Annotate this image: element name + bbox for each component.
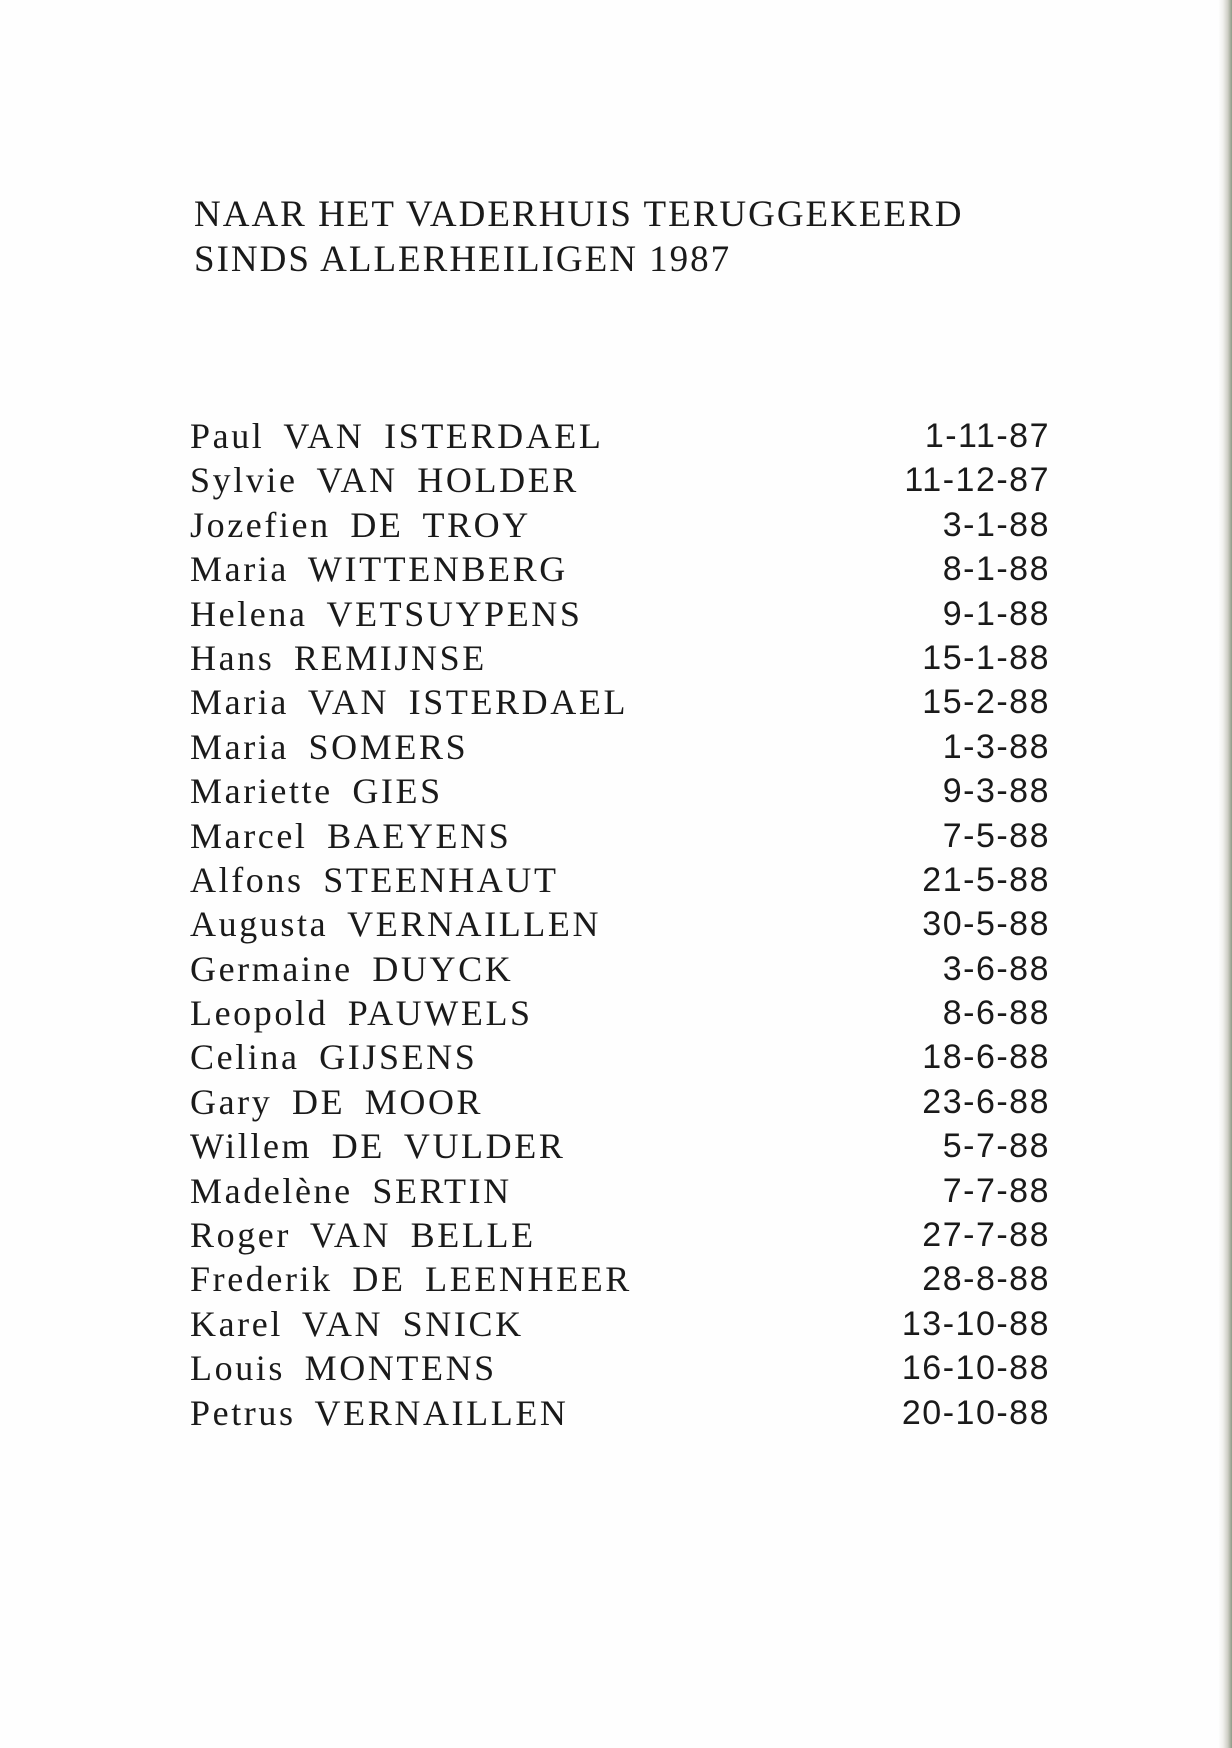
list-item bbox=[190, 503, 1050, 547]
list-item bbox=[190, 814, 1050, 858]
heading-line-2: SINDS ALLERHEILIGEN 1987 bbox=[194, 239, 732, 280]
list-item bbox=[190, 1169, 1050, 1213]
list-item bbox=[190, 1035, 1050, 1079]
entry-date: 15-1-88 bbox=[922, 638, 1050, 677]
list-item bbox=[190, 1124, 1050, 1168]
entry-name: Karel VAN SNICK bbox=[190, 1303, 524, 1344]
list-item bbox=[190, 858, 1050, 902]
list-item bbox=[190, 769, 1050, 813]
entry-name: Leopold PAUWELS bbox=[190, 993, 533, 1034]
entry-date: 16-10-88 bbox=[901, 1349, 1050, 1388]
entry-name: Madelène SERTIN bbox=[190, 1170, 512, 1211]
entry-date: 21-5-88 bbox=[922, 860, 1050, 899]
list-item bbox=[190, 458, 1050, 502]
entry-date: 11-12-87 bbox=[904, 461, 1050, 500]
list-item bbox=[190, 725, 1050, 769]
list-item bbox=[190, 1346, 1050, 1390]
entry-name: Jozefien DE TROY bbox=[190, 504, 531, 545]
list-item bbox=[190, 947, 1050, 991]
entry-date: 3-6-88 bbox=[942, 949, 1050, 988]
entry-name: Hans REMIJNSE bbox=[190, 637, 487, 678]
entry-date: 20-10-88 bbox=[901, 1393, 1050, 1432]
entry-date: 5-7-88 bbox=[942, 1127, 1050, 1166]
entry-date: 1-3-88 bbox=[942, 727, 1050, 766]
entry-date: 30-5-88 bbox=[922, 905, 1050, 944]
entry-name: Marcel BAEYENS bbox=[190, 815, 512, 856]
entry-name: Sylvie VAN HOLDER bbox=[190, 460, 579, 501]
entry-date: 9-3-88 bbox=[942, 772, 1050, 811]
list-item bbox=[190, 991, 1050, 1035]
entry-date: 8-1-88 bbox=[942, 550, 1050, 589]
entry-date: 18-6-88 bbox=[922, 1038, 1050, 1077]
entry-date: 9-1-88 bbox=[942, 594, 1050, 633]
list-item bbox=[190, 1080, 1050, 1124]
entry-date: 1-11-87 bbox=[924, 417, 1050, 455]
list-item bbox=[190, 547, 1050, 591]
entry-date: 7-5-88 bbox=[942, 816, 1050, 855]
entry-date: 3-1-88 bbox=[942, 505, 1050, 544]
deceased-list bbox=[190, 414, 1050, 1435]
entry-name: Celina GIJSENS bbox=[190, 1037, 478, 1078]
list-item bbox=[190, 636, 1050, 680]
list-item bbox=[190, 680, 1050, 724]
list-item bbox=[190, 414, 1050, 458]
entry-name: Maria SOMERS bbox=[190, 726, 469, 767]
entry-name: Paul VAN ISTERDAEL bbox=[190, 416, 604, 456]
entry-name: Gary DE MOOR bbox=[190, 1081, 484, 1122]
entry-date: 28-8-88 bbox=[922, 1260, 1050, 1299]
entry-name: Maria VAN ISTERDAEL bbox=[190, 682, 629, 723]
list-item bbox=[190, 1302, 1050, 1346]
heading-line-1: NAAR HET VADERHUIS TERUGGEKEERD bbox=[194, 194, 964, 235]
page-heading bbox=[194, 192, 1094, 282]
entry-date: 23-6-88 bbox=[922, 1082, 1050, 1121]
entry-date: 7-7-88 bbox=[942, 1171, 1050, 1210]
entry-name: Augusta VERNAILLEN bbox=[190, 904, 602, 945]
list-item bbox=[190, 1257, 1050, 1301]
entry-date: 8-6-88 bbox=[942, 994, 1050, 1033]
entry-name: Petrus VERNAILLEN bbox=[190, 1392, 569, 1433]
entry-name: Germaine DUYCK bbox=[190, 948, 514, 989]
entry-date: 27-7-88 bbox=[922, 1216, 1050, 1255]
list-item bbox=[190, 902, 1050, 946]
list-item bbox=[190, 592, 1050, 636]
scan-edge bbox=[1218, 0, 1232, 1748]
entry-name: Frederik DE LEENHEER bbox=[190, 1259, 632, 1300]
entry-name: Roger VAN BELLE bbox=[190, 1215, 536, 1256]
entry-name: Willem DE VULDER bbox=[190, 1126, 566, 1167]
list-item bbox=[190, 1391, 1050, 1435]
list-item bbox=[190, 1213, 1050, 1257]
entry-name: Maria WITTENBERG bbox=[190, 549, 568, 590]
entry-date: 15-2-88 bbox=[922, 683, 1050, 722]
entry-date: 13-10-88 bbox=[901, 1304, 1050, 1343]
entry-name: Louis MONTENS bbox=[190, 1348, 497, 1389]
entry-name: Helena VETSUYPENS bbox=[190, 593, 583, 634]
entry-name: Alfons STEENHAUT bbox=[190, 859, 559, 900]
entry-name: Mariette GIES bbox=[190, 771, 443, 812]
